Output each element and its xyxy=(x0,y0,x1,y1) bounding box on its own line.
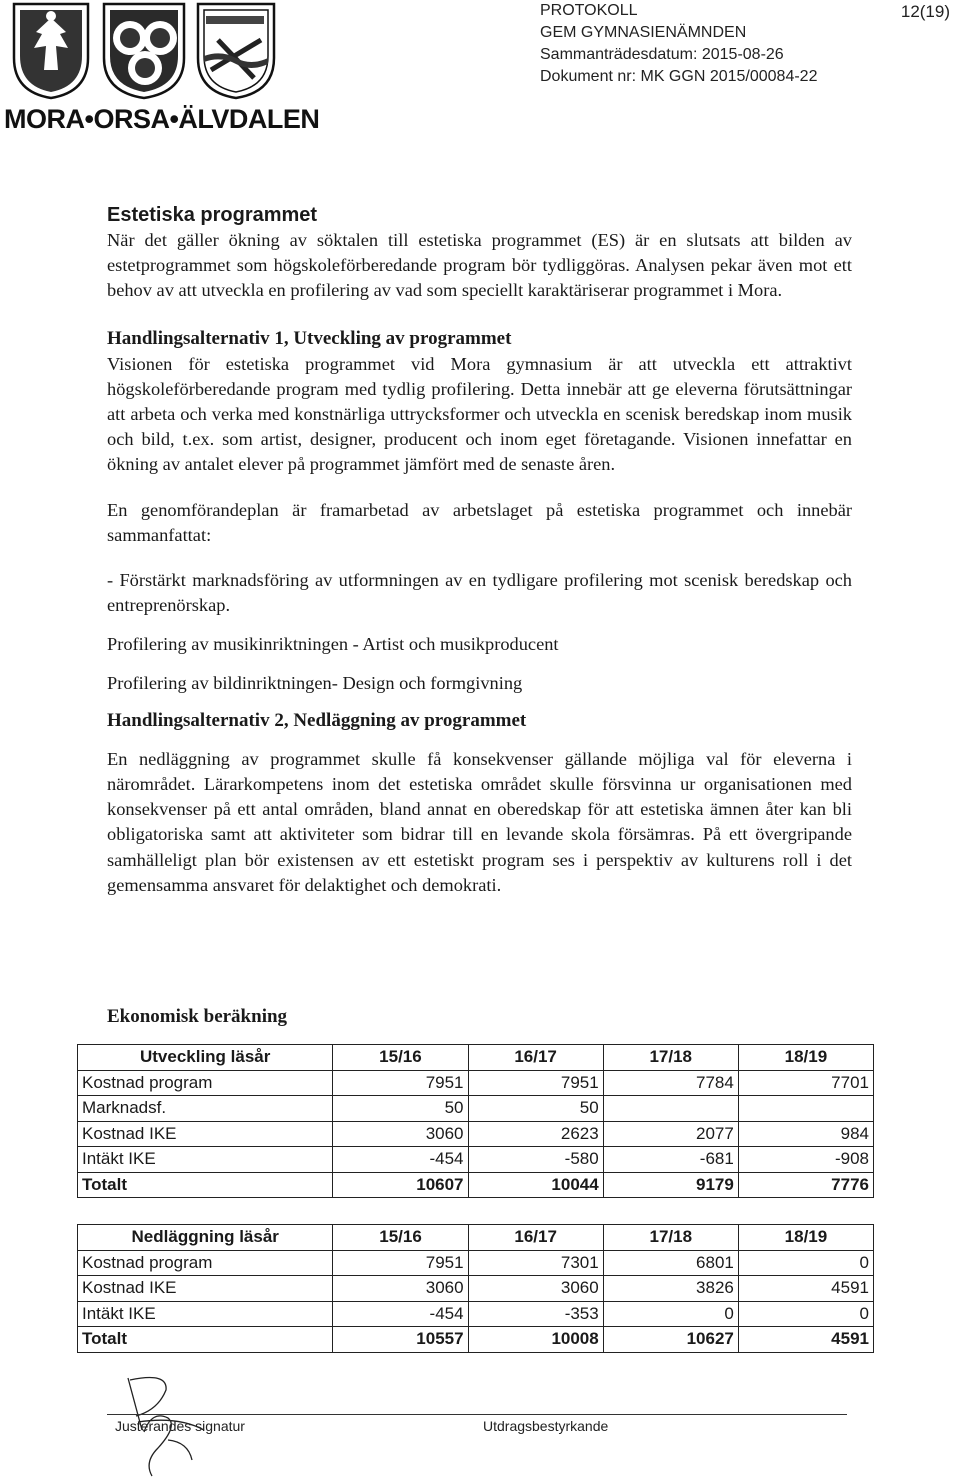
table-cell: 7701 xyxy=(738,1070,873,1096)
table-cell: -353 xyxy=(468,1301,603,1327)
table-cell: 3060 xyxy=(333,1276,468,1302)
table-cell: -454 xyxy=(333,1301,468,1327)
table-cell: 3060 xyxy=(468,1276,603,1302)
table-cell: 3060 xyxy=(333,1121,468,1147)
table-cell: 50 xyxy=(333,1096,468,1122)
table-cell: 2623 xyxy=(468,1121,603,1147)
document-header xyxy=(540,0,920,88)
table-cell: 2077 xyxy=(603,1121,738,1147)
table-cell xyxy=(603,1096,738,1122)
economics-title: Ekonomisk beräkning xyxy=(107,1006,288,1027)
doc-type: PROTOKOLL xyxy=(540,2,638,19)
signature-line xyxy=(107,1414,847,1415)
table-header-cell: 17/18 xyxy=(603,1045,738,1071)
row-label: Kostnad IKE xyxy=(78,1276,333,1302)
table-cell: 10607 xyxy=(333,1172,468,1198)
alt1-para1: Visionen för estetiska programmet vid Mora gymnasium är att utveckla ett attraktivt högskoleförberedande program med tydlig profilering. Detta innebär att ge eleverna förutsättningar att arbeta och verka med konstnärliga uttrycksformer och utveckla en scenisk beredskap inom musik och bild, t.ex. som artist, designer, producent och inom eget företagande. Visionen innefattar en ökning av antalet elever på programmet jämfört med de senaste åren. xyxy=(107,353,852,475)
table-row xyxy=(78,1096,874,1122)
table-cell: 7951 xyxy=(333,1250,468,1276)
page-number: 12(19) xyxy=(900,2,950,21)
alt2-title: Handlingsalternativ 2, Nedläggning av programmet xyxy=(107,709,527,731)
alt1-title: Handlingsalternativ 1, Utveckling av programmet xyxy=(107,327,512,349)
table-header-cell: 17/18 xyxy=(603,1225,738,1251)
para-es: När det gäller ökning av söktalen till estetiska programmet (ES) är en slutsats att bilden av estetprogrammet som högskoleförberedande program bör tydliggöras. Analysen pekar även mot ett behov av att utveckla en profilering av vad som speciellt karaktäriserar programmet i Mora. xyxy=(107,230,852,301)
table-header-cell: 16/17 xyxy=(468,1225,603,1251)
table-header-cell: 15/16 xyxy=(333,1045,468,1071)
table-cell: -908 xyxy=(738,1147,873,1173)
table-cell: 7776 xyxy=(738,1172,873,1198)
table-row xyxy=(78,1121,874,1147)
table-cell: 10008 xyxy=(468,1327,603,1353)
table-header-cell: 15/16 xyxy=(333,1225,468,1251)
meeting-date: Sammanträdesdatum: 2015-08-26 xyxy=(540,46,784,63)
table-row xyxy=(78,1301,874,1327)
table-cell: 6801 xyxy=(603,1250,738,1276)
table-cell: 10557 xyxy=(333,1327,468,1353)
table-total-row xyxy=(78,1172,874,1198)
row-label: Kostnad program xyxy=(78,1070,333,1096)
signature-label: Justerandes signatur xyxy=(115,1418,245,1434)
committee: GEM GYMNASIENÄMNDEN xyxy=(540,24,747,41)
table-cell: -454 xyxy=(333,1147,468,1173)
table-cell: 4591 xyxy=(738,1327,873,1353)
table-cell: 0 xyxy=(603,1301,738,1327)
row-label: Totalt xyxy=(78,1327,333,1353)
row-label: Kostnad program xyxy=(78,1250,333,1276)
municipality-logo xyxy=(4,0,320,140)
table-cell: -681 xyxy=(603,1147,738,1173)
row-label: Intäkt IKE xyxy=(78,1301,333,1327)
certification-label: Utdragsbestyrkande xyxy=(483,1418,609,1434)
table-cell: 0 xyxy=(738,1250,873,1276)
table-cell: -580 xyxy=(468,1147,603,1173)
table-cell: 7784 xyxy=(603,1070,738,1096)
alt1-line-music: Profilering av musikinriktningen - Artist och musikproducent xyxy=(107,634,559,655)
table-cell: 7301 xyxy=(468,1250,603,1276)
table-cell: 10627 xyxy=(603,1327,738,1353)
row-label: Totalt xyxy=(78,1172,333,1198)
org-name: MORA•ORSA•ÄLVDALEN xyxy=(4,104,320,134)
economics-table-development xyxy=(77,1044,874,1198)
table-cell: 10044 xyxy=(468,1172,603,1198)
table-row xyxy=(78,1070,874,1096)
alt1-bullet: - Förstärkt marknadsföring av utformningen av en tydligare profilering mot scenisk beredskap och entreprenörskap. xyxy=(107,570,852,616)
table-row xyxy=(78,1250,874,1276)
table-header-cell: 18/19 xyxy=(738,1225,873,1251)
row-label: Kostnad IKE xyxy=(78,1121,333,1147)
table-cell xyxy=(738,1096,873,1122)
table-cell: 7951 xyxy=(468,1070,603,1096)
table-header-cell: 18/19 xyxy=(738,1045,873,1071)
table-header-row xyxy=(78,1045,874,1071)
table-cell: 3826 xyxy=(603,1276,738,1302)
table-header-cell: 16/17 xyxy=(468,1045,603,1071)
table-header-cell: Nedläggning läsår xyxy=(78,1225,333,1251)
table-cell: 0 xyxy=(738,1301,873,1327)
table-row xyxy=(78,1276,874,1302)
alt1-para2: En genomförandeplan är framarbetad av arbetslaget på estetiska programmet och innebär sammanfattat: xyxy=(107,499,852,545)
alt1-line-art: Profilering av bildinriktningen- Design och formgivning xyxy=(107,672,523,693)
economics-table-closure xyxy=(77,1224,874,1353)
table-cell: 4591 xyxy=(738,1276,873,1302)
table-cell: 7951 xyxy=(333,1070,468,1096)
alt2-para: En nedläggning av programmet skulle få konsekvenser gällande möjliga val för eleverna i närområdet. Lärarkompetens inom det estetiska området skulle försvinna ur organisationen med konsekvenser på ett antal områden, bland annat en oberedskap för att estetiska ämnen åter kan bli obligatoriska samt att aktiviteter som bidrar till en levande skola försämras. På ett övergripande samhälleligt plan bör existensen av ett estetiskt program ses i perspektiv av kulturens roll i det gemensamma ansvaret för delaktighet och demokrati. xyxy=(107,748,852,895)
table-cell: 50 xyxy=(468,1096,603,1122)
table-cell: 9179 xyxy=(603,1172,738,1198)
section-title-es: Estetiska programmet xyxy=(107,204,318,226)
table-cell: 984 xyxy=(738,1121,873,1147)
document-body xyxy=(107,196,852,898)
row-label: Marknadsf. xyxy=(78,1096,333,1122)
table-header-cell: Utveckling läsår xyxy=(78,1045,333,1071)
table-row xyxy=(78,1147,874,1173)
table-header-row xyxy=(78,1225,874,1251)
coat-of-arms-icon xyxy=(6,0,276,100)
row-label: Intäkt IKE xyxy=(78,1147,333,1173)
table-total-row xyxy=(78,1327,874,1353)
doc-number: Dokument nr: MK GGN 2015/00084-22 xyxy=(540,68,818,85)
